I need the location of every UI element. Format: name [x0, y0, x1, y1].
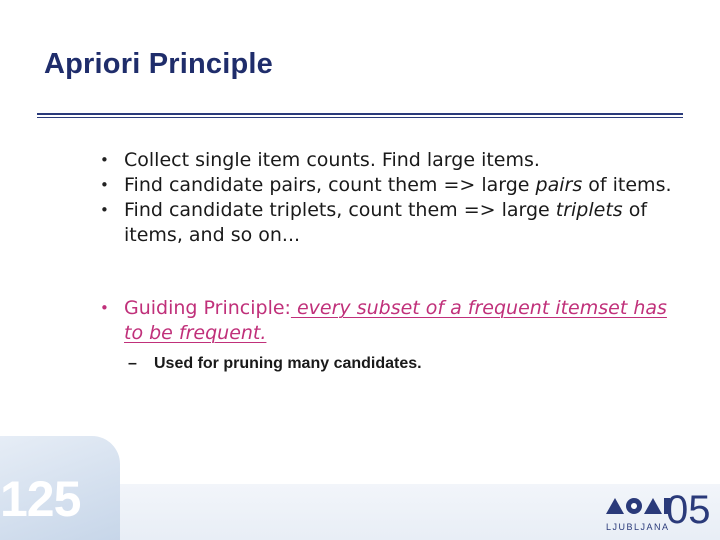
- sub-bullet-text: Used for pruning many candidates.: [154, 355, 422, 372]
- bullet-text-emphasis: triplets: [555, 199, 623, 221]
- bullet-dot-icon: •: [100, 201, 109, 219]
- bullet-dot-icon: •: [100, 299, 109, 317]
- dash-marker: –: [128, 355, 137, 372]
- bullet-list: [96, 148, 686, 376]
- slide-title: Apriori Principle: [44, 48, 273, 80]
- logo-year: 05: [666, 488, 711, 532]
- bullet-item: [96, 148, 686, 173]
- logo-city: LJUBLJANA: [606, 522, 670, 532]
- spacer: [96, 248, 686, 296]
- logo-shapes-icon: [606, 494, 674, 518]
- bullet-text-lead: Find candidate pairs, count them => large: [124, 174, 536, 196]
- bullet-text-emphasis: pairs: [535, 174, 583, 196]
- bullet-text-tail: of items.: [582, 174, 672, 196]
- guiding-principle-text: every subset of a frequent itemset has to be frequent.: [124, 297, 667, 344]
- bullet-dot-icon: •: [100, 151, 109, 169]
- guiding-principle-bullet: [96, 296, 686, 346]
- bullet-text: Collect single item counts. Find large items.: [124, 149, 540, 171]
- bullet-text-tail: of items, and so on...: [124, 199, 648, 246]
- sub-bullet: [96, 352, 686, 376]
- title-rule-top: [37, 113, 683, 115]
- guiding-principle-label: Guiding Principle:: [124, 297, 291, 319]
- bullet-dot-icon: •: [100, 176, 109, 194]
- title-rule-bottom: [37, 117, 683, 118]
- bullet-text-lead: Find candidate triplets, count them => large: [124, 199, 556, 221]
- conference-logo: [606, 486, 716, 538]
- bullet-item: [96, 173, 686, 198]
- slide-number: 125: [0, 471, 81, 527]
- bullet-item: [96, 198, 686, 248]
